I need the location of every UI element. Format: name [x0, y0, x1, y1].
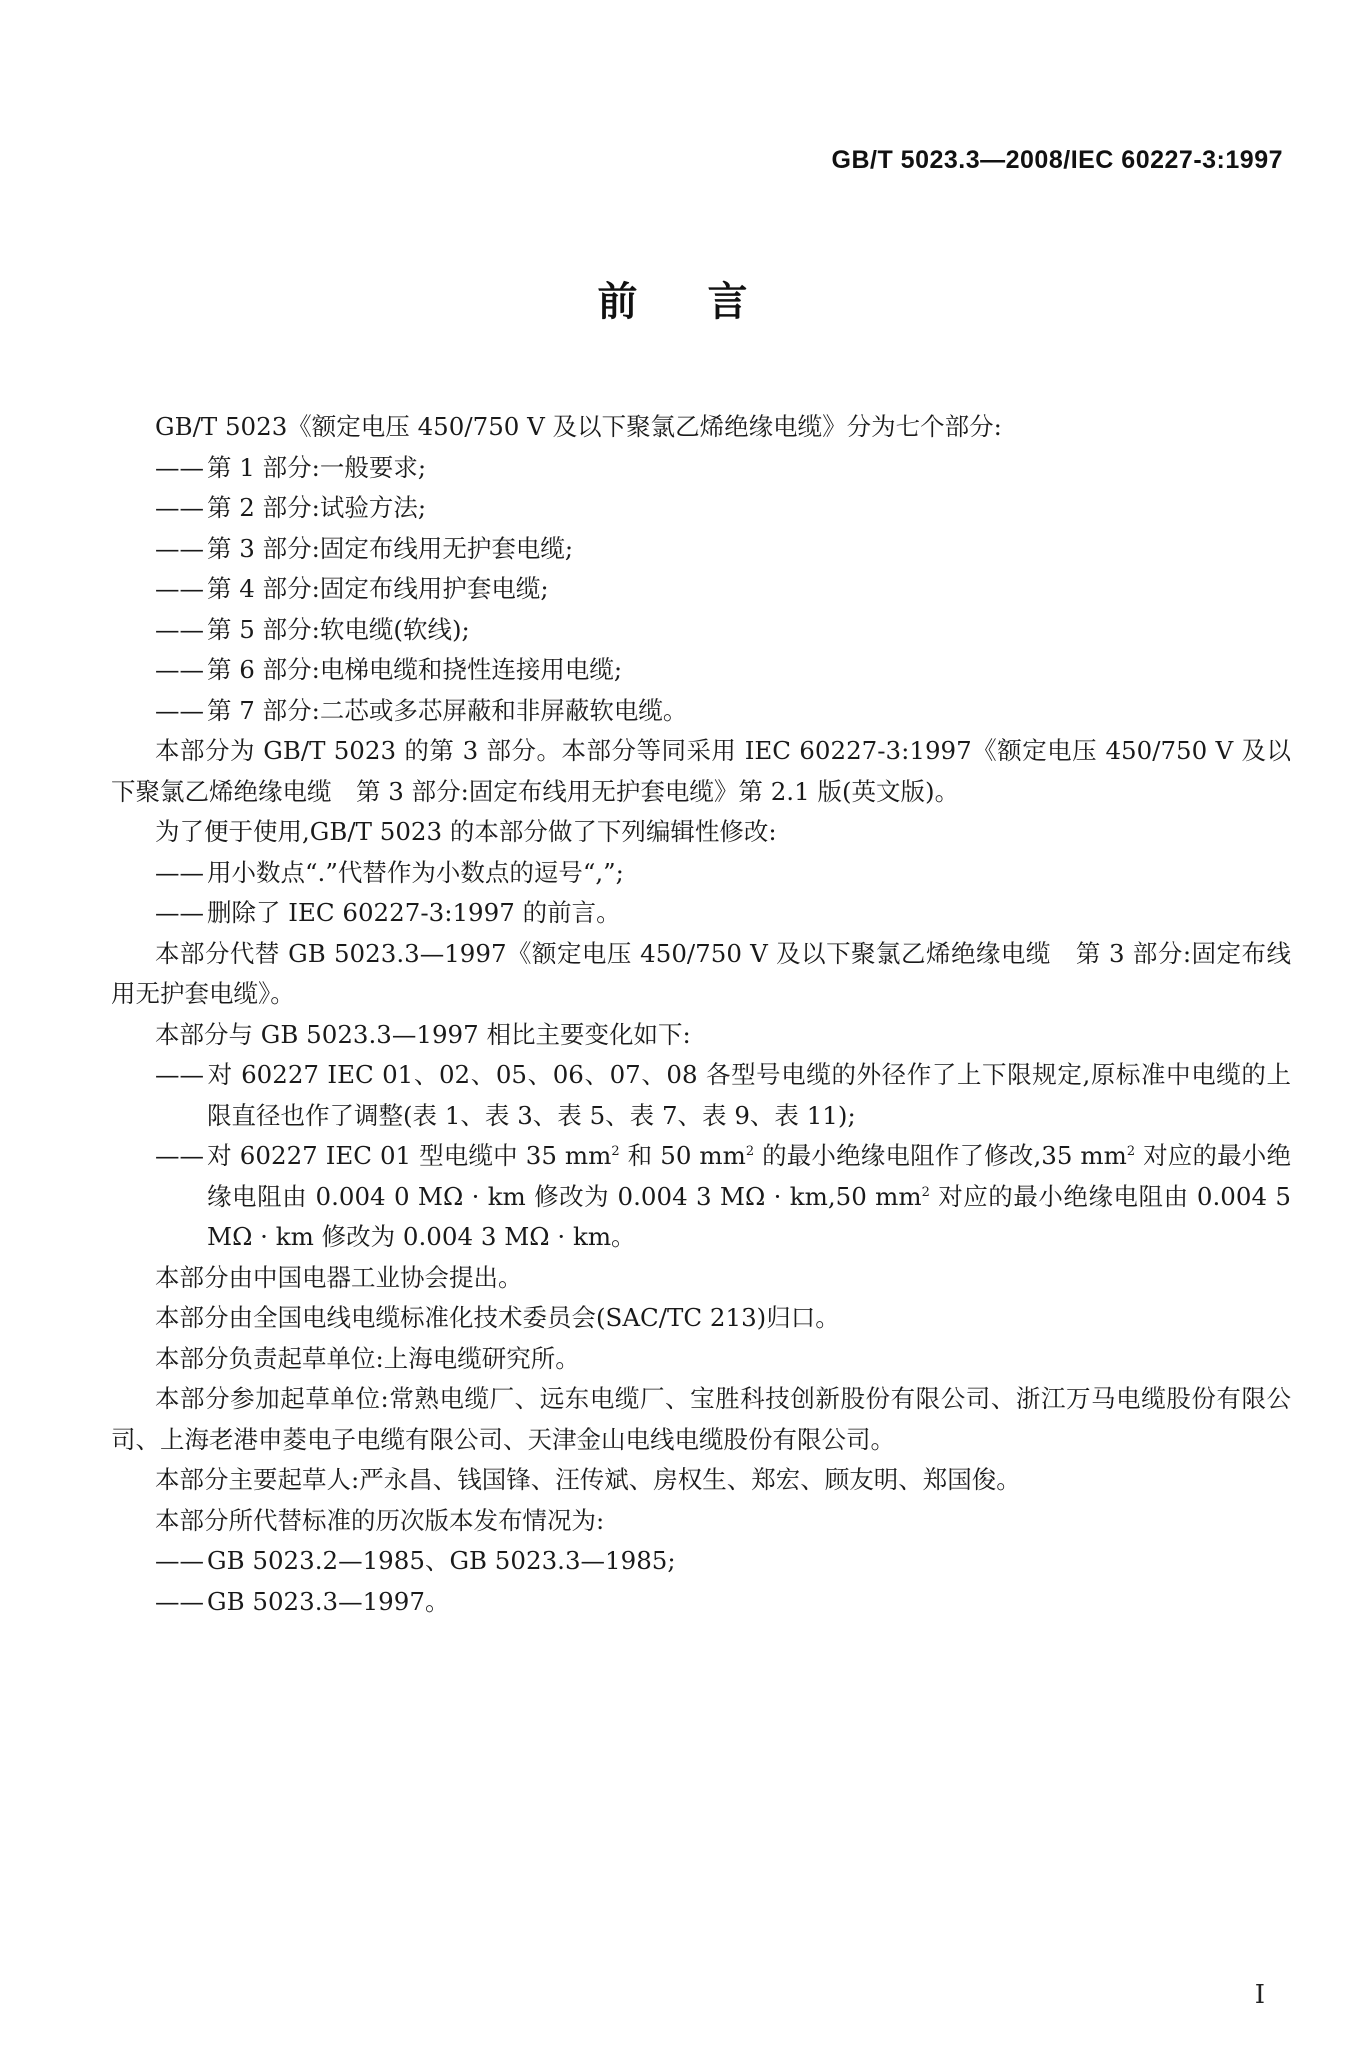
part-list-item: —— 第 1 部分:一般要求;: [111, 448, 1291, 489]
page-number: I: [1254, 1980, 1265, 2010]
proposed-by-paragraph: 本部分由中国电器工业协会提出。: [155, 1262, 523, 1292]
edits-intro-paragraph: 为了便于使用,GB/T 5023 的本部分做了下列编辑性修改:: [155, 817, 777, 846]
foreword-body: [111, 407, 1291, 1622]
dash-mark: ——: [155, 857, 204, 887]
equivalence-paragraph: 本部分为 GB/T 5023 的第 3 部分。本部分等同采用 IEC 60227-3:1997《额定电压 450/750 V 及以下聚氯乙烯绝缘电缆 第 3 部分:固定布线用无护套电缆》第 2.1 版(英文版)。: [111, 736, 1291, 806]
dash-mark: ——: [155, 1060, 204, 1089]
participating-units-paragraph: 本部分参加起草单位:常熟电缆厂、远东电缆厂、宝胜科技创新股份有限公司、浙江万马电缆股份有限公司、上海老港申菱电子电缆有限公司、天津金山电线电缆股份有限公司。: [111, 1384, 1291, 1454]
part-list-item: —— 第 6 部分:电梯电缆和挠性连接用电缆;: [111, 650, 1291, 691]
dash-mark: ——: [155, 695, 204, 725]
changes-intro-paragraph: 本部分与 GB 5023.3—1997 相比主要变化如下:: [155, 1019, 691, 1049]
standard-code-header: GB/T 5023.3—2008/IEC 60227-3:1997: [831, 146, 1283, 174]
dash-mark: ——: [155, 1546, 204, 1575]
change-list-item: —— 对 60227 IEC 01、02、05、06、07、08 各型号电缆的外径作了上下限规定,原标准中电缆的上限直径也作了调整(表 1、表 3、表 5、表 7、表 9、表 11);: [111, 1055, 1291, 1136]
centralized-by-paragraph: 本部分由全国电线电缆标准化技术委员会(SAC/TC 213)归口。: [155, 1303, 840, 1332]
edit-list-item: —— 删除了 IEC 60227-3:1997 的前言。: [111, 893, 1291, 934]
replaces-paragraph: 本部分代替 GB 5023.3—1997《额定电压 450/750 V 及以下聚氯乙烯绝缘电缆 第 3 部分:固定布线用无护套电缆》。: [111, 938, 1291, 1008]
part-list-item: —— 第 5 部分:软电缆(软线);: [111, 610, 1291, 651]
dash-mark: ——: [155, 1586, 204, 1616]
dash-mark: ——: [155, 898, 204, 927]
change-list-item: —— 对 60227 IEC 01 型电缆中 35 $mm^2$ 和 50 $mm^2$ 的最小绝缘电阻作了修改,35 $mm^2$ 对应的最小绝缘电阻由 0.004 0 MΩ · km 修改为 0.004 3 MΩ · km,50 $mm^2$ 对应的最小绝缘电阻由 0.004 5 MΩ · km 修改为 0.004 3 MΩ · km。: [111, 1136, 1291, 1258]
intro-paragraph: GB/T 5023《额定电压 450/750 V 及以下聚氯乙烯绝缘电缆》分为七个部分:: [155, 412, 1002, 441]
dash-mark: ——: [155, 574, 204, 603]
part-list-item: —— 第 7 部分:二芯或多芯屏蔽和非屏蔽软电缆。: [111, 691, 1291, 732]
dash-mark: ——: [155, 1141, 204, 1170]
history-list-item: —— GB 5023.3—1997。: [111, 1582, 1291, 1623]
dash-mark: ——: [155, 614, 204, 644]
dash-mark: ——: [155, 452, 204, 482]
page-title: 前言: [597, 279, 818, 325]
part-list-item: —— 第 2 部分:试验方法;: [111, 488, 1291, 529]
part-list-item: —— 第 3 部分:固定布线用无护套电缆;: [111, 529, 1291, 570]
edit-list-item: —— 用小数点“.”代替作为小数点的逗号“,”;: [111, 853, 1291, 894]
history-intro-paragraph: 本部分所代替标准的历次版本发布情况为:: [155, 1505, 605, 1535]
drafters-paragraph: 本部分主要起草人:严永昌、钱国锋、汪传斌、房权生、郑宏、顾友明、郑国俊。: [155, 1465, 1021, 1494]
drafting-unit-paragraph: 本部分负责起草单位:上海电缆研究所。: [155, 1343, 580, 1373]
dash-mark: ——: [155, 655, 204, 684]
history-list-item: —— GB 5023.2—1985、GB 5023.3—1985;: [111, 1541, 1291, 1582]
dash-mark: ——: [155, 493, 204, 522]
dash-mark: ——: [155, 533, 204, 563]
part-list-item: —— 第 4 部分:固定布线用护套电缆;: [111, 569, 1291, 610]
